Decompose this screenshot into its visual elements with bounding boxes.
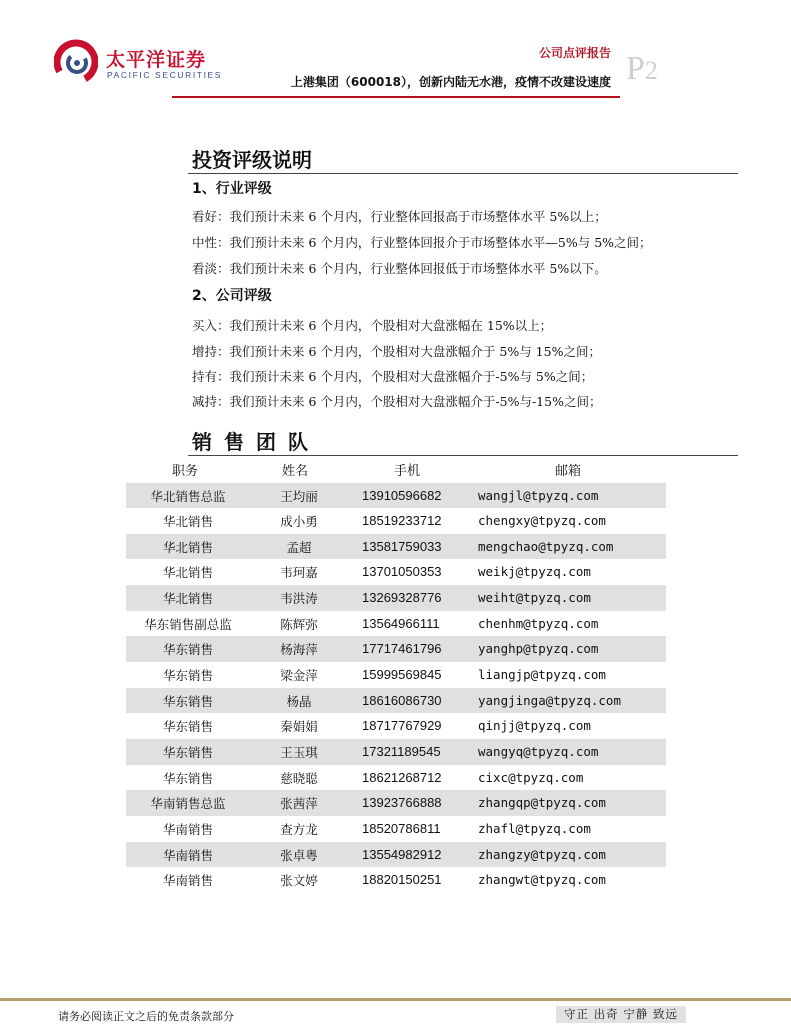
cell-name: 梁金萍 (280, 668, 318, 684)
cell-title: 华东销售 (162, 668, 213, 684)
cell-email: wangyq@tpyzq.com (478, 744, 599, 759)
disclaimer-note: 请务必阅读正文之后的免责条款部分 (58, 1010, 234, 1023)
cell-email: weikj@tpyzq.com (478, 564, 591, 580)
table-row (126, 739, 666, 765)
table-row (126, 765, 666, 791)
cell-phone: 18820150251 (362, 872, 442, 888)
cell-phone: 13701050353 (362, 564, 442, 580)
industry-rating-line: 中性：我们预计未来 6 个月内，行业整体回报介于市场整体水平—5%与 5%之间； (192, 235, 652, 250)
cell-phone: 13564966111 (362, 615, 440, 631)
sales-team-title: 销售团队 (192, 430, 320, 454)
cell-email: chengxy@tpyzq.com (478, 513, 606, 529)
cell-email: zhangzy@tpyzq.com (478, 846, 606, 862)
column-header-title: 职务 (172, 464, 199, 479)
rating-divider (188, 173, 738, 174)
cell-phone: 18621268712 (362, 769, 442, 785)
cell-phone: 17717461796 (362, 641, 442, 657)
cell-email: zhafl@tpyzq.com (478, 820, 591, 836)
cell-email: yanghp@tpyzq.com (478, 641, 599, 657)
company-rating-line: 增持：我们预计未来 6 个月内，个股相对大盘涨幅介于 5%与 15%之间； (192, 344, 601, 359)
cell-title: 华南销售总监 (150, 796, 226, 812)
cell-phone: 13269328776 (362, 590, 442, 606)
cell-phone: 18616086730 (362, 692, 442, 708)
cell-name: 韦珂嘉 (280, 565, 318, 581)
table-row (126, 790, 666, 816)
table-row (126, 816, 666, 842)
cell-name: 秦娟娟 (280, 719, 318, 735)
industry-rating-heading: 1、行业评级 (192, 181, 272, 197)
cell-phone: 18717767929 (362, 718, 442, 734)
table-row (126, 688, 666, 714)
report-title: 上港集团（600018），创新内陆无水港，疫情不改建设速度 (290, 75, 611, 89)
page-number-badge (626, 52, 658, 86)
column-header-email: 邮箱 (555, 464, 582, 479)
table-row (126, 508, 666, 534)
header-divider (172, 96, 620, 98)
table-row (126, 867, 666, 893)
cell-name: 查方龙 (280, 821, 318, 837)
cell-email: cixc@tpyzq.com (478, 769, 584, 785)
cell-name: 孟超 (286, 539, 312, 555)
cell-name: 杨晶 (286, 693, 312, 709)
page-number: 2 (644, 56, 658, 85)
cell-title: 华南销售 (162, 847, 213, 863)
cell-email: zhangqp@tpyzq.com (478, 795, 606, 811)
company-motto: 守正 出奇 宁静 致远 (556, 1006, 686, 1023)
cell-email: liangjp@tpyzq.com (478, 667, 606, 683)
cell-name: 张卓粤 (280, 847, 318, 863)
cell-title: 华北销售 (162, 514, 213, 530)
company-rating-line: 买入：我们预计未来 6 个月内，个股相对大盘涨幅在 15%以上； (192, 318, 553, 333)
company-rating-heading: 2、公司评级 (192, 288, 272, 304)
cell-name: 张文婷 (280, 873, 318, 889)
cell-name: 王均丽 (280, 488, 318, 504)
cell-title: 华南销售 (162, 873, 213, 889)
table-row (126, 534, 666, 560)
cell-title: 华东销售 (162, 719, 213, 735)
cell-email: weiht@tpyzq.com (478, 590, 591, 606)
cell-title: 华东销售 (162, 642, 213, 658)
report-type: 公司点评报告 (538, 46, 611, 60)
cell-phone: 13554982912 (362, 846, 442, 862)
cell-email: zhangwt@tpyzq.com (478, 872, 606, 888)
table-row (126, 636, 666, 662)
cell-email: mengchao@tpyzq.com (478, 538, 614, 554)
page-letter: P (626, 50, 645, 87)
table-row (126, 483, 666, 509)
table-row (126, 585, 666, 611)
cell-phone: 13923766888 (362, 795, 442, 811)
table-row (126, 662, 666, 688)
table-row (126, 559, 666, 585)
table-row (126, 611, 666, 637)
industry-rating-line: 看淡：我们预计未来 6 个月内，行业整体回报低于市场整体水平 5%以下。 (192, 261, 607, 276)
cell-title: 华北销售 (162, 539, 213, 555)
cell-name: 慈晓聪 (280, 770, 318, 786)
cell-name: 成小勇 (280, 514, 318, 530)
cell-title: 华东销售 (162, 770, 213, 786)
cell-email: qinjj@tpyzq.com (478, 718, 591, 734)
cell-phone: 13910596682 (362, 487, 442, 503)
column-header-phone: 手机 (394, 464, 421, 479)
sales-team-divider (188, 455, 738, 456)
table-row (126, 713, 666, 739)
cell-name: 陈辉弥 (280, 616, 318, 632)
rating-section-title: 投资评级说明 (192, 148, 312, 172)
brand-name-en: PACIFIC SECURITIES (107, 70, 223, 80)
cell-phone: 13581759033 (362, 538, 442, 554)
cell-phone: 18520786811 (362, 820, 441, 836)
footer-divider (0, 998, 791, 1001)
cell-phone: 17321189545 (362, 744, 441, 759)
cell-name: 韦洪涛 (280, 591, 318, 607)
cell-title: 华东销售副总监 (144, 616, 232, 632)
cell-name: 王玉琪 (280, 745, 318, 760)
cell-name: 张茜萍 (280, 796, 318, 812)
cell-phone: 15999569845 (362, 667, 442, 683)
industry-rating-line: 看好：我们预计未来 6 个月内，行业整体回报高于市场整体水平 5%以上； (192, 209, 607, 224)
cell-title: 华南销售 (162, 821, 213, 837)
cell-name: 杨海萍 (280, 642, 318, 658)
cell-title: 华北销售 (162, 565, 213, 581)
cell-title: 华北销售 (162, 591, 213, 607)
column-header-name: 姓名 (282, 464, 309, 479)
cell-email: chenhm@tpyzq.com (478, 615, 599, 631)
pacific-securities-logo-icon (54, 38, 98, 86)
company-rating-line: 持有：我们预计未来 6 个月内，个股相对大盘涨幅介于-5%与 5%之间； (192, 369, 594, 384)
cell-email: wangjl@tpyzq.com (478, 487, 599, 503)
cell-title: 华东销售 (162, 745, 213, 760)
brand-name-cn: 太平洋证券 (106, 49, 207, 71)
cell-title: 华东销售 (162, 693, 213, 709)
company-rating-line: 减持：我们预计未来 6 个月内，个股相对大盘涨幅介于-5%与-15%之间； (192, 394, 602, 409)
cell-phone: 18519233712 (362, 513, 442, 529)
cell-title: 华北销售总监 (150, 488, 226, 504)
table-row (126, 842, 666, 868)
cell-email: yangjinga@tpyzq.com (478, 692, 621, 708)
